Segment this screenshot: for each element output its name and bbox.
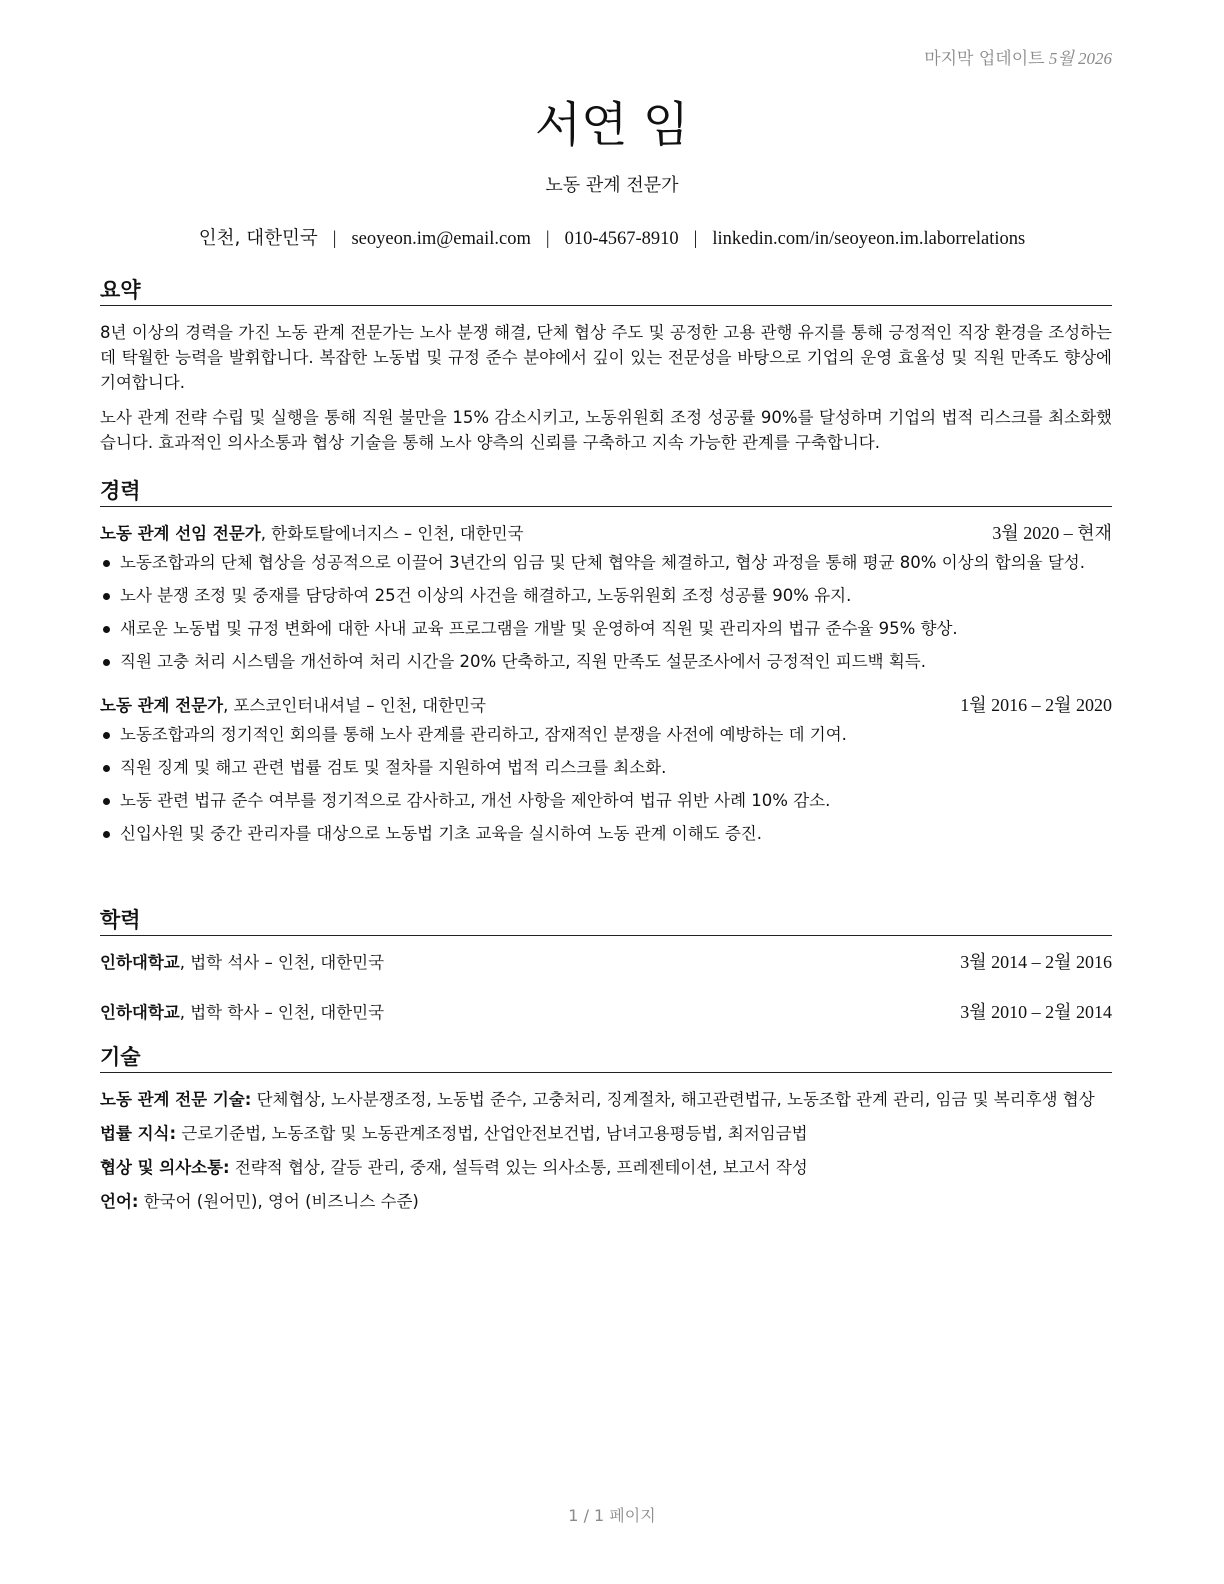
job-bullet: 노사 분쟁 조정 및 중재를 담당하여 25건 이상의 사건을 해결하고, 노동위원회 조정 성공률 90% 유지. [100,583,1112,608]
job-entry [100,521,1112,674]
skill-row [100,1087,1112,1112]
education-school: 인하대학교 [100,953,180,972]
skill-label: 언어: [100,1192,139,1211]
contact-email[interactable]: seoyeon.im@email.com [351,229,531,249]
job-dates: 1월 2016 – 2월 2020 [960,695,1112,715]
job-org: , 포스코인터내셔널 – 인천, 대한민국 [223,696,486,715]
job-entry [100,693,1112,846]
job-bullet: 직원 고충 처리 시스템을 개선하여 처리 시간을 20% 단축하고, 직원 만족도 설문조사에서 긍정적인 피드백 획득. [100,649,1112,674]
education-detail: , 법학 학사 – 인천, 대한민국 [179,1003,385,1022]
job-bullets [100,550,1112,674]
contact-separator: | [332,229,337,249]
summary-paragraph: 노사 관계 전략 수립 및 실행을 통해 직원 불만을 15% 감소시키고, 노동위원회 조정 성공률 90%를 달성하며 기업의 법적 리스크를 최소화했습니다. 효과적인 의사소통과 협상 기술을 통해 노사 양측의 신뢰를 구축하고 지속 가능한 관계를 구축합니다. [100,408,1112,452]
skills-heading: 기술 [100,1044,1112,1073]
education-item [100,950,1112,975]
summary-paragraph: 8년 이상의 경력을 가진 노동 관계 전문가는 노사 분쟁 해결, 단체 협상 주도 및 공정한 고용 관행 유지를 통해 긍정적인 직장 환경을 조성하는 데 탁월한 능력을 발휘합니다. 복잡한 노동법 및 규정 준수 분야에서 깊이 있는 전문성을 바탕으로 기업의 운영 효율성 및 직원 만족도 향상에 기여합니다. [100,323,1112,392]
last-updated-label: 마지막 업데이트 [924,49,1045,69]
skill-value: 한국어 (원어민), 영어 (비즈니스 수준) [138,1192,419,1211]
education-detail: , 법학 석사 – 인천, 대한민국 [179,953,385,972]
contact-separator: | [693,229,698,249]
summary-heading: 요약 [100,277,1112,306]
skill-value: 전략적 협상, 갈등 관리, 중재, 설득력 있는 의사소통, 프레젠테이션, 보고서 작성 [229,1158,808,1177]
job-title: 노동 관계 전문가 [100,696,224,715]
skill-label: 협상 및 의사소통: [100,1158,230,1177]
candidate-name: 서연 임 [534,97,690,153]
skills-section [100,1044,1112,1223]
job-bullet: 신입사원 및 중간 관리자를 대상으로 노동법 기초 교육을 실시하여 노동 관계 이해도 증진. [100,821,1112,846]
job-bullet: 노동조합과의 정기적인 회의를 통해 노사 관계를 관리하고, 잠재적인 분쟁을 사전에 예방하는 데 기여. [100,722,1112,747]
education-item [100,1000,1112,1025]
contact-separator: | [545,229,550,249]
education-school: 인하대학교 [100,1003,180,1022]
skill-row [100,1121,1112,1146]
contact-linkedin[interactable]: linkedin.com/in/seoyeon.im.laborrelations [712,229,1026,249]
job-bullet: 노동조합과의 단체 협상을 성공적으로 이끌어 3년간의 임금 및 단체 협약을 체결하고, 협상 과정을 통해 평균 80% 이상의 합의율 달성. [100,550,1112,575]
experience-heading: 경력 [100,478,1112,507]
contact-phone: 010-4567-8910 [564,229,679,249]
contact-location: 인천, 대한민국 [198,228,318,249]
job-bullet: 새로운 노동법 및 규정 변화에 대한 사내 교육 프로그램을 개발 및 운영하여 직원 및 관리자의 법규 준수율 95% 향상. [100,616,1112,641]
page-number: 1 / 1 페이지 [568,1506,656,1525]
skill-value: 근로기준법, 노동조합 및 노동관계조정법, 산업안전보건법, 남녀고용평등법, 최저임금법 [176,1124,808,1143]
last-updated [924,44,1112,69]
job-org: , 한화토탈에너지스 – 인천, 대한민국 [260,524,524,543]
job-header [100,693,1112,718]
job-bullet: 노동 관련 법규 준수 여부를 정기적으로 감사하고, 개선 사항을 제안하여 법규 위반 사례 10% 감소. [100,788,1112,813]
education-heading: 학력 [100,907,1112,936]
education-dates: 3월 2014 – 2월 2016 [960,952,1112,972]
skill-row [100,1155,1112,1180]
skill-value: 단체협상, 노사분쟁조정, 노동법 준수, 고충처리, 징계절차, 해고관련법규, 노동조합 관계 관리, 임금 및 복리후생 협상 [251,1090,1095,1109]
job-bullets [100,722,1112,846]
last-updated-date: 5월 2026 [1048,49,1112,68]
job-dates: 3월 2020 – 현재 [992,523,1112,543]
skill-row [100,1189,1112,1214]
job-title: 노동 관계 선임 전문가 [100,524,261,543]
skill-label: 법률 지식: [100,1124,177,1143]
education-section [100,907,1112,1025]
contact-line [0,224,1224,250]
skill-label: 노동 관계 전문 기술: [100,1090,252,1109]
education-dates: 3월 2010 – 2월 2014 [960,1002,1112,1022]
summary-section [100,277,1112,455]
candidate-role: 노동 관계 전문가 [545,175,679,196]
job-header [100,521,1112,546]
job-bullet: 직원 징계 및 해고 관련 법률 검토 및 절차를 지원하여 법적 리스크를 최소화. [100,755,1112,780]
experience-section [100,478,1112,854]
